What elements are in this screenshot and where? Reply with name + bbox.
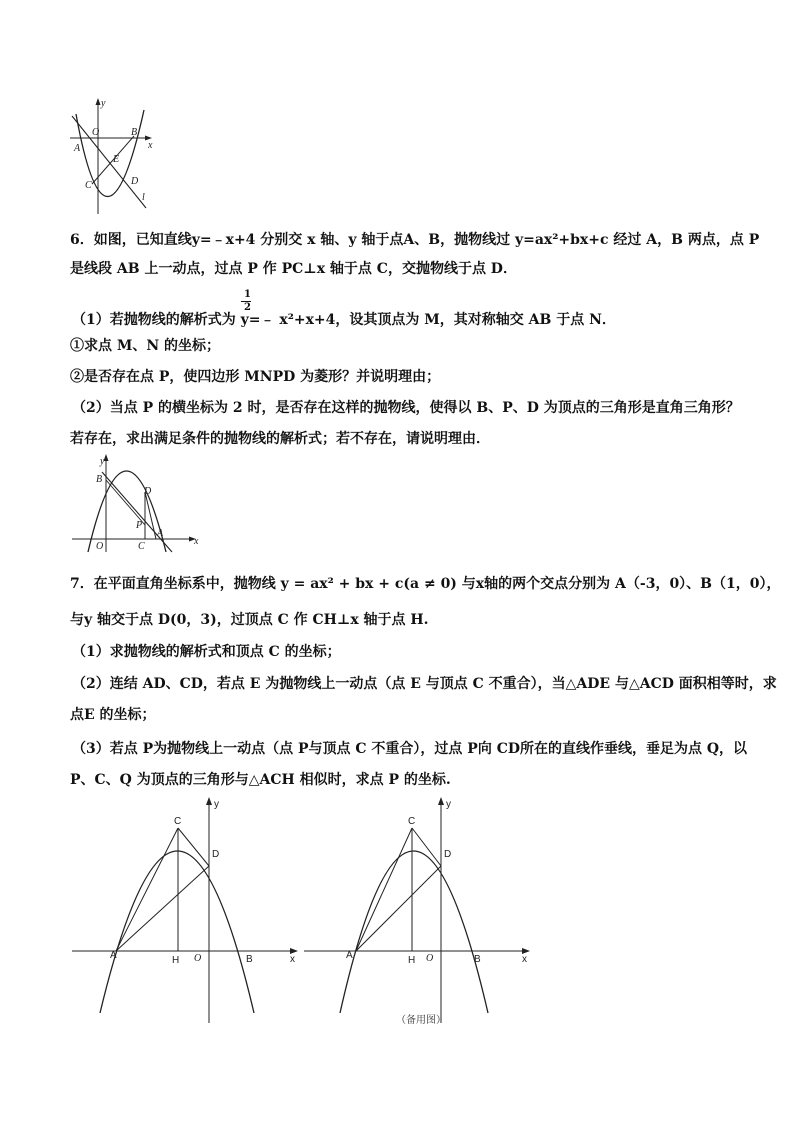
- label-y: y: [214, 799, 219, 810]
- segment-CD: [412, 828, 441, 866]
- label-B: B: [131, 127, 138, 138]
- figure-caption: （备用图）: [396, 1015, 446, 1026]
- label-O: O: [96, 541, 104, 552]
- q7-p2-line1: （2）连结 AD、CD，若点 E 为抛物线上一动点（点 E 与顶点 C 不重合），当△ADE 与△ACD 面积相等时，求: [72, 676, 777, 692]
- label-C: C: [85, 180, 92, 191]
- label-l: l: [142, 192, 145, 203]
- segment-AD: [116, 866, 209, 951]
- line-AB: [102, 472, 172, 552]
- q6-line2: 是线段 AB 上一动点，过点 P 作 PC⊥x 轴于点 C，交抛物线于点 D．: [70, 261, 517, 277]
- label-x: x: [290, 954, 295, 965]
- label-C: C: [174, 816, 182, 827]
- segment-AD: [356, 866, 441, 951]
- label-H: H: [408, 955, 416, 966]
- label-E: E: [113, 154, 120, 165]
- q6-p1-b: ②是否存在点 P，使四边形 MNPD 为菱形？并说明理由；: [70, 369, 441, 385]
- label-A: A: [110, 950, 117, 961]
- label-O: O: [92, 127, 100, 138]
- figure-1: [68, 96, 158, 218]
- label-y: y: [101, 98, 106, 109]
- parabola: [340, 851, 488, 1013]
- label-D: D: [131, 176, 139, 187]
- label-A: A: [157, 528, 164, 539]
- label-x: x: [194, 536, 199, 547]
- q7-p1: （1）求抛物线的解析式和顶点 C 的坐标；: [72, 644, 341, 660]
- label-B: B: [96, 474, 103, 485]
- y-axis-arrow: [438, 797, 444, 805]
- q6-p1-line: （1）若抛物线的解析式为 y=﹣ x²+x+4，设其顶点为 M，其对称轴交 AB 于点 N．: [72, 312, 616, 328]
- q6-p2-line2: 若存在，求出满足条件的抛物线的解析式；若不存在，请说明理由．: [70, 431, 490, 447]
- label-C: C: [138, 541, 145, 552]
- q7-p3-line1: （3）若点 P为抛物线上一动点（点 P与顶点 C 不重合），过点 P向 CD所在的直线作垂线，垂足为点 Q，以: [72, 741, 748, 757]
- label-x: x: [148, 140, 153, 151]
- q6-frac-num: 1: [244, 289, 251, 300]
- q7-p3-line2: P、C、Q 为顶点的三角形与△ACH 相似时，求点 P 的坐标.: [70, 772, 451, 788]
- y-axis-arrow: [206, 797, 212, 805]
- label-D: D: [444, 849, 452, 860]
- label-A: A: [74, 143, 81, 154]
- figure-3: [70, 795, 302, 1025]
- segment-DA: [145, 492, 156, 539]
- label-C: C: [408, 816, 416, 827]
- label-x: x: [522, 954, 527, 965]
- q6-line1: 6．如图，已知直线y=﹣x+4 分别交 x 轴、y 轴于点A、B，抛物线过 y=ax²+bx+c 经过 A，B 两点，点 P: [70, 232, 760, 248]
- label-A: A: [346, 950, 353, 961]
- label-D: D: [144, 486, 152, 497]
- segment-AC: [116, 828, 178, 951]
- label-y: y: [446, 799, 451, 810]
- y-axis-arrow: [96, 98, 101, 105]
- figure-4: [302, 795, 534, 1025]
- q7-p2-line2: 点E 的坐标；: [70, 707, 156, 723]
- figure-2: [68, 452, 202, 556]
- q6-p1-a: ①求点 M、N 的坐标；: [70, 338, 221, 354]
- parabola: [100, 851, 254, 1013]
- segment-AC: [356, 828, 412, 951]
- q6-frac-den: 2: [244, 302, 251, 313]
- q7-line1: 7．在平面直角坐标系中，抛物线 y = ax² + bx + c(a ≠ 0) 与x轴的两个交点分别为 A（-3，0）、B（1，0），: [70, 576, 781, 592]
- label-O: O: [426, 953, 434, 964]
- label-y: y: [100, 456, 105, 467]
- segment-BP: [106, 480, 145, 525]
- label-H: H: [172, 955, 180, 966]
- label-D: D: [212, 849, 220, 860]
- label-P: P: [136, 520, 143, 531]
- segment-CD: [178, 828, 209, 866]
- label-B: B: [474, 954, 481, 965]
- label-B: B: [246, 954, 253, 965]
- q6-p2-line1: （2）当点 P 的横坐标为 2 时，是否存在这样的抛物线，使得以 B、P、D 为顶点的三角形是直角三角形？: [72, 400, 740, 416]
- label-O: O: [194, 953, 202, 964]
- q7-line2: 与y 轴交于点 D(0，3)，过顶点 C 作 CH⊥x 轴于点 H.: [70, 612, 429, 628]
